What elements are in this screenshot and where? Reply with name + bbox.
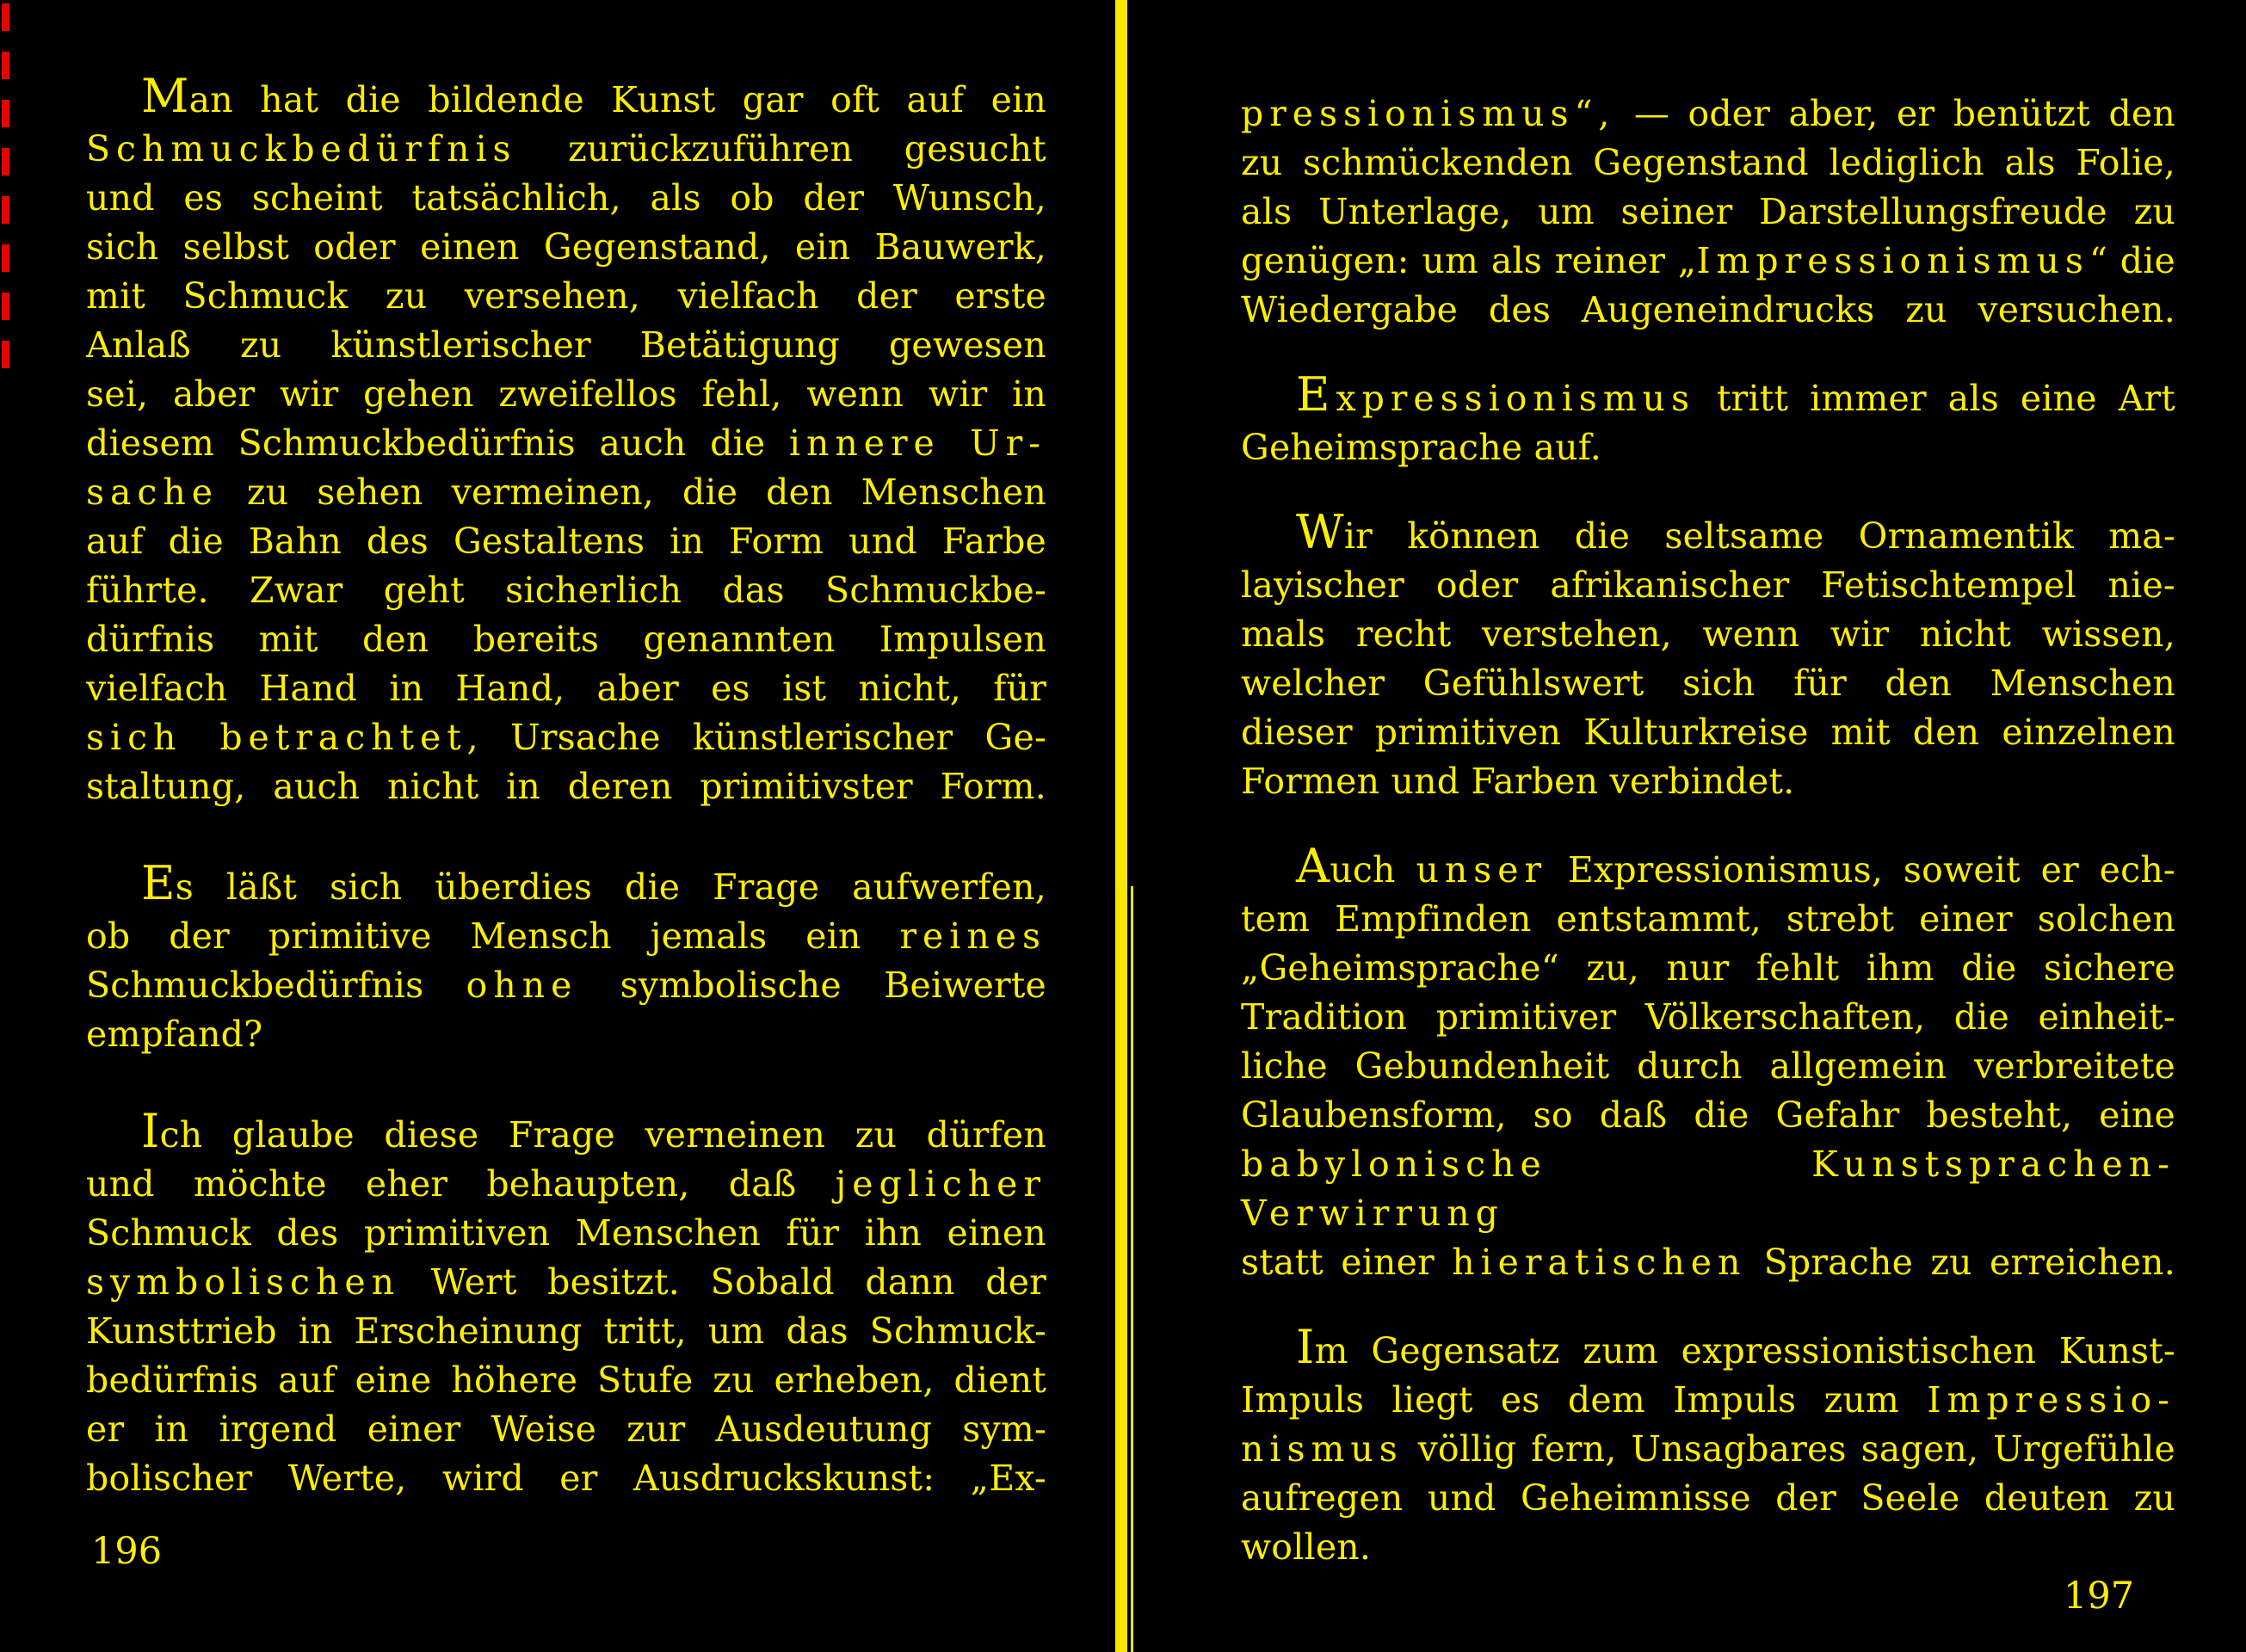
text-segment: als Unterlage, um seiner Darstellungsfreude zu <box>1241 191 2175 232</box>
text-segment: und es scheint tatsächlich, als ob der Wunsch, <box>86 177 1046 219</box>
paragraph <box>1241 367 2175 472</box>
text-segment: und möchte eher behaupten, daß <box>86 1163 836 1205</box>
text-line <box>1241 1425 2175 1474</box>
text-segment: zurückzuführen gesucht <box>516 128 1046 170</box>
text-segment: Anlaß zu künstlerischer Betätigung gewesen <box>86 324 1046 366</box>
text-line <box>86 125 1046 174</box>
page-gutter-divider-thin <box>1131 886 1133 1652</box>
text-segment: Formen und Farben verbindet. <box>1241 761 1795 802</box>
text-line <box>86 1258 1046 1307</box>
text-segment: bolischer Werte, wird er Ausdruckskunst: „Ex- <box>86 1458 1046 1499</box>
text-line <box>86 69 1046 125</box>
text-line <box>86 370 1046 419</box>
text-segment: statt einer <box>1241 1242 1453 1283</box>
text-line <box>86 272 1046 321</box>
text-segment: Wiedergabe des Augeneindrucks zu versuchen. <box>1241 289 2175 330</box>
text-segment: ob der primitive Mensch jemals ein <box>86 915 900 957</box>
letterspaced-text: Expressionismus <box>1296 367 1696 422</box>
paragraph <box>1241 1320 2175 1572</box>
letterspaced-text: sache <box>86 472 219 513</box>
text-line <box>86 223 1046 272</box>
text-segment: empfand? <box>86 1014 263 1055</box>
text-line <box>86 912 1046 961</box>
text-segment: wollen. <box>1241 1526 1372 1568</box>
text-segment: tritt immer als eine Art <box>1695 378 2175 419</box>
paragraph-initial-letter: I <box>141 1104 160 1158</box>
text-line <box>1241 839 2175 895</box>
text-line <box>1241 659 2175 708</box>
text-line <box>86 1209 1046 1258</box>
text-segment: sich selbst oder einen Gegenstand, ein Bauwerk, <box>86 226 1046 268</box>
text-line <box>86 566 1046 615</box>
letterspaced-text: jeglicher <box>835 1163 1046 1205</box>
paragraph-initial-letter: E <box>141 856 176 910</box>
letterspaced-text: hieratischen <box>1452 1242 1747 1283</box>
text-line <box>1241 423 2175 472</box>
text-segment: vielfach Hand in Hand, aber es ist nicht, für <box>86 668 1046 709</box>
paragraph <box>1241 89 2175 335</box>
text-line <box>86 762 1046 811</box>
text-line <box>1241 89 2175 139</box>
letterspaced-text: pressionismus“, <box>1241 93 1616 134</box>
text-line <box>1241 505 2175 561</box>
page-right <box>1241 89 2175 1612</box>
text-line <box>1241 237 2175 286</box>
text-line <box>1241 993 2175 1042</box>
text-segment: Sprache zu erreichen. <box>1746 1242 2175 1283</box>
text-segment: mit Schmuck zu versehen, vielfach der erste <box>86 275 1046 317</box>
paragraph <box>86 856 1047 1059</box>
letterspaced-text: symbolischen <box>86 1261 400 1303</box>
letterspaced-text: Impressionismus <box>1696 240 2089 281</box>
text-line <box>86 174 1046 223</box>
text-segment: Es läßt sich überdies die Frage aufwerfen, <box>141 856 1046 910</box>
text-line <box>1241 944 2175 993</box>
paragraph-initial-letter: M <box>141 69 189 123</box>
letterspaced-text: reines <box>899 915 1046 957</box>
text-segment: Im Gegensatz zum expressionistischen Kunst- <box>1296 1320 2175 1374</box>
text-line <box>1241 188 2175 237</box>
text-line <box>1241 1140 2175 1238</box>
text-line <box>86 1454 1046 1503</box>
text-line <box>86 1356 1046 1405</box>
text-segment: Schmuck des primitiven Menschen für ihn einen <box>86 1212 1046 1254</box>
text-segment: zu schmückenden Gegenstand lediglich als Folie, <box>1241 142 2175 183</box>
text-segment: tem Empfinden entstammt, strebt einer solchen <box>1241 898 2175 940</box>
letterspaced-text: nismus <box>1241 1428 1404 1470</box>
text-segment: zu sehen vermeinen, die den Menschen <box>218 472 1046 513</box>
text-line <box>1241 1238 2175 1287</box>
text-line <box>1241 708 2175 757</box>
text-segment: — oder aber, er benützt den <box>1615 93 2175 134</box>
text-line <box>1241 367 2175 423</box>
text-line <box>86 664 1046 713</box>
text-line <box>86 1160 1046 1209</box>
text-segment: Glaubensform, so daß die Gefahr besteht, eine <box>1241 1094 2175 1136</box>
letterspaced-text: sich betrachtet <box>86 717 467 758</box>
text-line <box>1241 139 2175 188</box>
paragraph-initial-letter: W <box>1296 505 1344 559</box>
text-segment: dürfnis mit den bereits genannten Impulsen <box>86 619 1046 660</box>
page-gutter-divider <box>1115 0 1127 1652</box>
text-line <box>86 517 1046 566</box>
text-segment: Wir können die seltsame Ornamentik ma- <box>1296 505 2175 559</box>
paragraph <box>86 1104 1046 1503</box>
scan-artifact-red-marks <box>2 3 9 375</box>
text-line <box>1241 610 2175 659</box>
text-line <box>1241 1523 2175 1572</box>
paragraph-initial-letter: E <box>1296 367 1336 422</box>
text-line <box>86 468 1046 517</box>
text-segment: Impuls liegt es dem Impuls zum <box>1241 1379 1928 1421</box>
text-segment: symbolische Beiwerte <box>577 965 1047 1006</box>
text-segment: sei, aber wir gehen zweifellos fehl, wenn wir in <box>86 373 1046 415</box>
letterspaced-text: Schmuckbedürfnis <box>86 128 517 170</box>
text-line <box>1241 1474 2175 1523</box>
letterspaced-text: innere Ur- <box>788 422 1046 464</box>
text-line <box>86 713 1046 762</box>
text-line <box>86 856 1046 912</box>
text-segment: Tradition primitiver Völkerschaften, die einheit- <box>1241 996 2175 1038</box>
text-line <box>86 1010 1046 1059</box>
text-line <box>86 1104 1046 1160</box>
text-line <box>86 419 1046 468</box>
text-line <box>1241 1376 2175 1425</box>
text-line <box>1241 286 2175 335</box>
page-left <box>86 69 1047 1555</box>
text-line <box>1241 757 2175 806</box>
text-segment: Auch <box>1296 839 1416 893</box>
paragraph <box>1241 505 2175 806</box>
text-line <box>1241 1042 2175 1091</box>
text-segment: Ich glaube diese Frage verneinen zu dürfen <box>141 1104 1046 1158</box>
text-segment: , Ursache künstlerischer Ge- <box>466 717 1046 758</box>
text-line <box>86 1307 1046 1356</box>
text-segment: liche Gebundenheit durch allgemein verbreitete <box>1241 1045 2175 1087</box>
letterspaced-text: ohne <box>466 965 578 1006</box>
page-number-right: 197 <box>2064 1575 2135 1618</box>
text-line <box>86 321 1046 370</box>
text-line <box>86 961 1046 1010</box>
text-segment: genügen: um als reiner „ <box>1241 240 1697 281</box>
text-segment: diesem Schmuckbedürfnis auch die <box>86 422 789 464</box>
text-segment: dieser primitiven Kulturkreise mit den einzelnen <box>1241 712 2175 753</box>
paragraph <box>1241 839 2175 1287</box>
text-segment: völlig fern, Unsagbares sagen, Urgefühle <box>1403 1428 2175 1470</box>
text-segment: Expressionismus, soweit er ech- <box>1547 849 2175 891</box>
text-line <box>1241 1320 2175 1376</box>
text-segment: welcher Gefühlswert sich für den Menschen <box>1241 663 2175 704</box>
text-line <box>86 1405 1046 1454</box>
text-segment: er in irgend einer Weise zur Ausdeutung sym- <box>86 1409 1046 1450</box>
text-segment: auf die Bahn des Gestaltens in Form und Farbe <box>86 521 1046 562</box>
text-line <box>1241 561 2175 610</box>
text-segment: layischer oder afrikanischer Fetischtempel nie- <box>1241 564 2175 606</box>
text-line <box>1241 1091 2175 1140</box>
text-segment: Schmuckbedürfnis <box>86 965 466 1006</box>
text-segment: aufregen und Geheimnisse der Seele deuten zu <box>1241 1477 2175 1519</box>
text-line <box>1241 895 2175 944</box>
text-segment: mals recht verstehen, wenn wir nicht wissen, <box>1241 613 2175 655</box>
text-segment: führte. Zwar geht sicherlich das Schmuckbe- <box>86 570 1046 611</box>
text-segment: “ die <box>2089 240 2176 281</box>
text-segment: Kunsttrieb in Erscheinung tritt, um das Schmuck- <box>86 1310 1046 1352</box>
paragraph-initial-letter: A <box>1296 839 1330 893</box>
text-segment: Man hat die bildende Kunst gar oft auf ein <box>141 69 1046 123</box>
letterspaced-text: unser <box>1416 849 1548 891</box>
text-segment: Wert besitzt. Sobald dann der <box>399 1261 1046 1303</box>
letterspaced-text: Impressio- <box>1927 1379 2175 1421</box>
text-segment: „Geheimsprache“ zu, nur fehlt ihm die sichere <box>1241 947 2175 989</box>
letterspaced-text: babylonische Kunstsprachen-Verwirrung <box>1241 1143 2175 1234</box>
text-segment: staltung, auch nicht in deren primitivster Form. <box>86 766 1046 807</box>
text-line <box>86 615 1046 664</box>
paragraph <box>86 69 1046 811</box>
text-segment: Geheimsprache auf. <box>1241 427 1601 468</box>
page-number-left: 196 <box>91 1530 163 1573</box>
paragraph-initial-letter: I <box>1296 1320 1315 1374</box>
text-segment: bedürfnis auf eine höhere Stufe zu erheben, dient <box>86 1359 1046 1401</box>
